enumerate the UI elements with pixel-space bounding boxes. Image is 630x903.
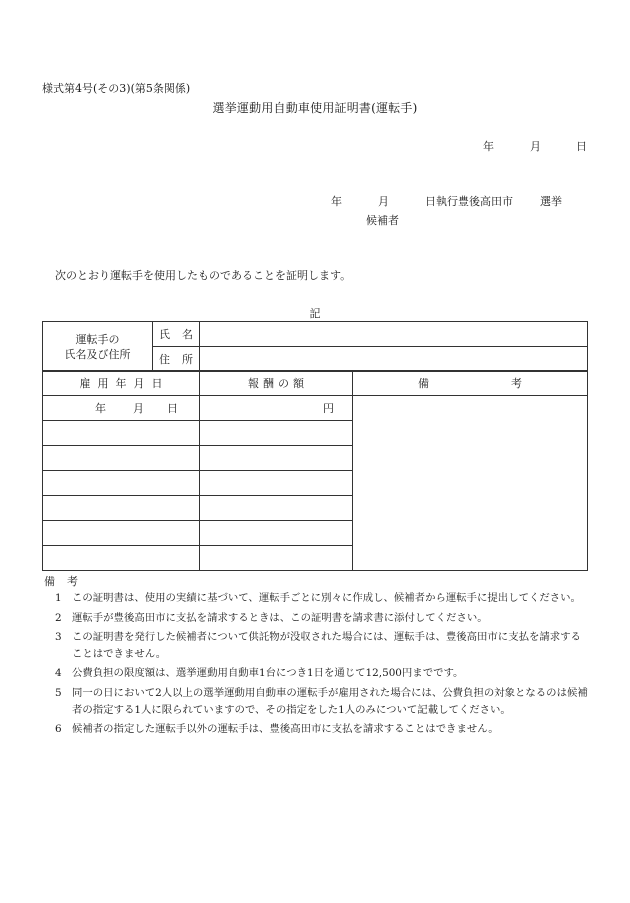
header-hire-date: 雇用年月日 (43, 371, 200, 396)
header-pay-amount: 報酬の額 (200, 371, 353, 396)
intro-text: 次のとおり運転手を使用したものであることを証明します。 (55, 269, 352, 282)
hire-date-cell[interactable] (43, 496, 200, 521)
ki-heading: 記 (309, 307, 321, 320)
pay-amount-cell[interactable] (200, 421, 353, 446)
hire-date-cell[interactable] (43, 396, 200, 421)
election-year: 年 (331, 195, 342, 208)
note-item: 1 この証明書は、使用の実績に基づいて、運転手ごとに別々に作成し、候補者から運転手に提出してください。 (55, 592, 581, 604)
note-item: 6 候補者の指定した運転手以外の運転手は、豊後高田市に支払を請求することはできません。 (55, 723, 499, 736)
hire-table (42, 370, 604, 571)
header-remarks: 備考 (353, 371, 588, 396)
name-label-cell (153, 322, 205, 347)
driver-label-line2: 氏名及び住所 (64, 347, 131, 361)
name-label: 氏名 (159, 328, 205, 341)
hire-month: 月 (133, 402, 144, 415)
election-month: 月 (378, 195, 389, 208)
pay-amount-cell[interactable] (200, 471, 353, 496)
note-item: 2 運転手が豊後高田市に支払を請求するときは、この証明書を請求書に添付してください。 (55, 611, 488, 624)
date-day: 日 (576, 140, 587, 153)
yen-unit: 円 (323, 402, 334, 415)
driver-label-line1: 運転手の (75, 332, 120, 346)
hire-date-cell[interactable] (43, 546, 200, 571)
note-item: 4 公費負担の限度額は、選挙運動用自動車1台につき1日を通じて12,500円までです。 (55, 667, 464, 680)
address-label: 住所 (159, 353, 205, 366)
notes-list (55, 590, 590, 741)
hire-date-cell[interactable] (43, 421, 200, 446)
document-title: 選挙運動用自動車使用証明書(運転手) (212, 101, 418, 115)
hire-date-cell[interactable] (43, 521, 200, 546)
driver-label-cell (43, 322, 153, 372)
name-field[interactable] (200, 322, 588, 347)
note-item: 3 この証明書を発行した候補者について供託物が没収された場合には、運転手は、豊後高田市に支払を請求することはできません。 (55, 631, 581, 660)
address-label-cell (153, 347, 205, 372)
remarks-cell[interactable] (353, 396, 588, 571)
pay-amount-cell[interactable] (200, 446, 353, 471)
date-month: 月 (530, 140, 541, 153)
driver-info-table (42, 321, 588, 372)
note-item: 5 同一の日において2人以上の選挙運動用自動車の運転手が雇用された場合には、公費負担の対象となるのは候補者の指定する1人に限られていますので、その指定をした1人のみについて記載してください。 (55, 686, 588, 716)
hire-date-cell[interactable] (43, 446, 200, 471)
hire-year: 年 (95, 402, 106, 415)
pay-amount-cell[interactable] (200, 546, 353, 571)
form-number: 様式第4号(その3)(第5条関係) (42, 82, 191, 95)
date-year: 年 (483, 140, 494, 153)
pay-amount-cell[interactable] (200, 521, 353, 546)
pay-amount-cell[interactable] (200, 396, 353, 421)
hire-date-cell[interactable] (43, 471, 200, 496)
election-type: 選挙 (540, 195, 562, 208)
hire-day: 日 (167, 402, 178, 415)
election-place: 日執行豊後高田市 (425, 195, 513, 208)
notes-heading: 備考 (44, 575, 90, 588)
pay-amount-cell[interactable] (200, 496, 353, 521)
candidate-label: 候補者 (366, 214, 399, 227)
address-field[interactable] (200, 347, 588, 372)
